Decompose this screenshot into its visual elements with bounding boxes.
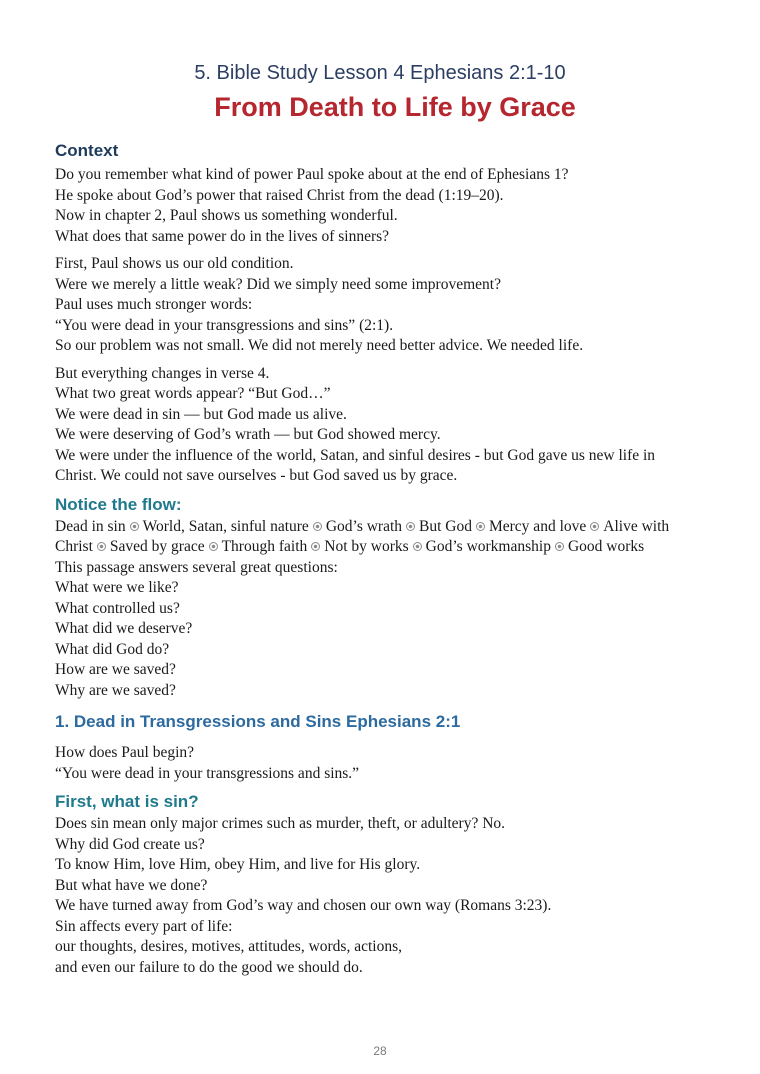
flow-step: Not by works bbox=[324, 538, 409, 555]
text-line: Why did God create us? bbox=[55, 835, 205, 853]
text-line: Christ. We could not save ourselves - but God saved us by grace. bbox=[55, 467, 458, 484]
context-paragraph-3 bbox=[55, 364, 725, 487]
text-line: We were deserving of God’s wrath — but God showed mercy. bbox=[55, 426, 441, 443]
question-line: What did we deserve? bbox=[55, 620, 193, 637]
flow-step: Christ bbox=[55, 538, 93, 555]
text-line: But what have we done? bbox=[55, 876, 208, 894]
text-line: But everything changes in verse 4. bbox=[55, 364, 270, 382]
text-line: What two great words appear? “But God…” bbox=[55, 385, 331, 402]
flow-step: God’s workmanship bbox=[425, 538, 551, 555]
question-line: What controlled us? bbox=[55, 599, 180, 617]
text-line: We have turned away from God’s way and chosen our own way (Romans 3:23). bbox=[55, 897, 552, 914]
text-line: What does that same power do in the lives of sinners? bbox=[55, 227, 390, 245]
section-1-text bbox=[55, 743, 725, 784]
flow-line-2 bbox=[55, 537, 725, 558]
lesson-title: From Death to Life by Grace bbox=[214, 92, 576, 122]
text-line: First, Paul shows us our old condition. bbox=[55, 255, 294, 272]
flow-separator-icon bbox=[555, 542, 564, 551]
flow-separator-icon bbox=[313, 522, 322, 531]
text-line: So our problem was not small. We did not merely need better advice. We needed life. bbox=[55, 337, 584, 354]
text-line: How does Paul begin? bbox=[55, 744, 195, 761]
text-line: and even our failure to do the good we should do. bbox=[55, 958, 363, 976]
flow-separator-icon bbox=[406, 522, 415, 531]
flow-questions bbox=[55, 558, 725, 702]
flow-separator-icon bbox=[311, 542, 320, 551]
flow-heading: Notice the flow: bbox=[55, 494, 182, 514]
context-heading: Context bbox=[55, 141, 119, 160]
flow-line-1 bbox=[55, 517, 725, 538]
flow-separator-icon bbox=[413, 542, 422, 551]
text-line: our thoughts, desires, motives, attitudes, words, actions, bbox=[55, 938, 402, 955]
text-line: “You were dead in your transgressions and sins” (2:1). bbox=[55, 316, 394, 334]
flow-step: But God bbox=[419, 517, 472, 535]
flow-separator-icon bbox=[97, 542, 106, 551]
question-line: What did God do? bbox=[55, 640, 170, 658]
flow-separator-icon bbox=[209, 542, 218, 551]
question-line: What were we like? bbox=[55, 579, 179, 596]
text-line: This passage answers several great questions: bbox=[55, 558, 338, 576]
page-content bbox=[55, 139, 725, 978]
flow-step: Through faith bbox=[221, 538, 308, 555]
sin-heading: First, what is sin? bbox=[55, 792, 199, 811]
flow-step: Dead in sin bbox=[55, 517, 126, 535]
context-paragraph-2 bbox=[55, 254, 725, 357]
question-line: How are we saved? bbox=[55, 661, 176, 678]
text-line: Now in chapter 2, Paul shows us something wonderful. bbox=[55, 207, 398, 224]
text-line: Does sin mean only major crimes such as murder, theft, or adultery? No. bbox=[55, 815, 506, 832]
text-line: Do you remember what kind of power Paul spoke about at the end of Ephesians 1? bbox=[55, 166, 569, 183]
flow-separator-icon bbox=[590, 522, 599, 531]
text-line: “You were dead in your transgressions and sins.” bbox=[55, 764, 360, 782]
text-line: Were we merely a little weak? Did we simply need some improvement? bbox=[55, 275, 501, 293]
lesson-subtitle: 5. Bible Study Lesson 4 Ephesians 2:1-10 bbox=[194, 62, 566, 84]
flow-step: Mercy and love bbox=[488, 517, 587, 535]
sin-text bbox=[55, 814, 725, 978]
page-number: 28 bbox=[373, 1044, 387, 1058]
text-line: We were dead in sin — but God made us alive. bbox=[55, 405, 347, 423]
question-line: Why are we saved? bbox=[55, 681, 176, 699]
flow-step: World, Satan, sinful nature bbox=[142, 517, 309, 535]
text-line: Sin affects every part of life: bbox=[55, 917, 233, 935]
flow-step: God’s wrath bbox=[325, 517, 403, 535]
text-line: To know Him, love Him, obey Him, and live for His glory. bbox=[55, 856, 421, 873]
section-1-heading: 1. Dead in Transgressions and Sins Ephesians 2:1 bbox=[55, 712, 461, 731]
context-paragraph-1 bbox=[55, 165, 725, 247]
text-line: Paul uses much stronger words: bbox=[55, 296, 253, 313]
flow-separator-icon bbox=[476, 522, 485, 531]
text-line: He spoke about God’s power that raised Christ from the dead (1:19–20). bbox=[55, 186, 504, 204]
flow-separator-icon bbox=[130, 522, 139, 531]
flow-step: Good works bbox=[567, 538, 645, 555]
flow-step: Alive with bbox=[603, 517, 670, 535]
text-line: We were under the influence of the world, Satan, and sinful desires - but God gave us new life in bbox=[55, 446, 656, 464]
flow-sequence bbox=[55, 517, 725, 558]
flow-step: Saved by grace bbox=[109, 538, 205, 555]
